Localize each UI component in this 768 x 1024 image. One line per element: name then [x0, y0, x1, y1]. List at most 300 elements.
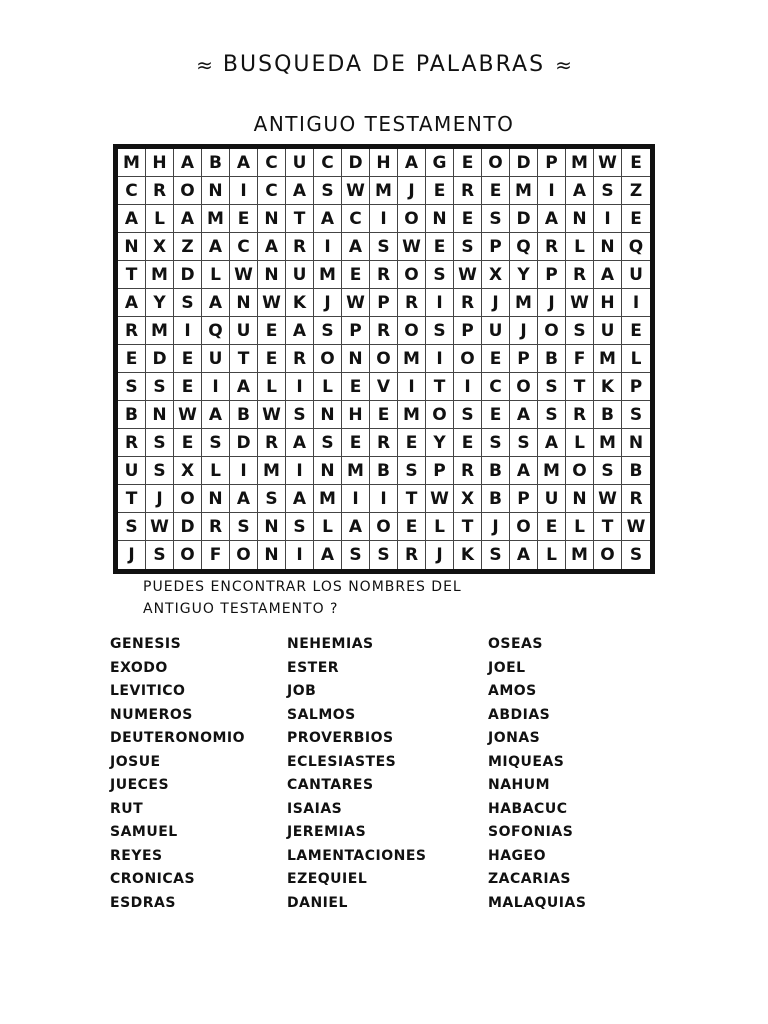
grid-cell: A [230, 485, 258, 513]
word-list-item: NAHUM [488, 777, 551, 793]
grid-cell: T [398, 485, 426, 513]
word-list-item: REYES [110, 847, 163, 864]
grid-cell: S [426, 261, 454, 289]
grid-cell: W [398, 233, 426, 261]
grid-cell: P [538, 149, 566, 177]
grid-cell: Y [146, 289, 174, 317]
grid-cell: E [174, 373, 202, 401]
grid-cell: S [314, 429, 342, 457]
grid-cell: B [482, 457, 510, 485]
grid-cell: Z [174, 233, 202, 261]
word-list-item: ESTER [287, 659, 340, 676]
grid-cell: W [258, 289, 286, 317]
grid-cell: P [482, 233, 510, 261]
grid-cell: E [398, 429, 426, 457]
grid-cell: E [538, 513, 566, 541]
grid-cell: K [454, 541, 482, 569]
word-list-item: NEHEMIAS [287, 636, 374, 652]
page-subtitle: ANTIGUO TESTAMENTO [253, 112, 515, 136]
grid-cell: N [258, 261, 286, 289]
grid-cell: X [454, 485, 482, 513]
grid-cell: E [454, 149, 482, 177]
grid-cell: E [454, 429, 482, 457]
grid-cell: W [174, 401, 202, 429]
grid-cell: A [202, 401, 230, 429]
grid-cell: B [230, 401, 258, 429]
grid-cell: A [510, 401, 538, 429]
grid-cell: J [146, 485, 174, 513]
grid-cell: C [118, 177, 146, 205]
grid-cell: E [174, 429, 202, 457]
grid-cell: I [370, 485, 398, 513]
grid-cell: C [258, 177, 286, 205]
grid-cell: E [482, 345, 510, 373]
grid-cell: R [538, 233, 566, 261]
grid-cell: I [230, 177, 258, 205]
grid-cell: R [370, 261, 398, 289]
grid-cell: I [286, 457, 314, 485]
grid-cell: W [454, 261, 482, 289]
grid-cell: T [454, 513, 482, 541]
grid-cell: W [146, 513, 174, 541]
grid-cell: S [370, 233, 398, 261]
grid-cell: A [230, 373, 258, 401]
grid-cell: R [286, 345, 314, 373]
grid-cell: T [230, 345, 258, 373]
grid-cell: M [202, 205, 230, 233]
grid-cell: J [482, 289, 510, 317]
grid-cell: R [118, 317, 146, 345]
word-list-item: LEVITICO [110, 683, 186, 699]
grid-cell: B [202, 149, 230, 177]
grid-cell: R [454, 177, 482, 205]
grid-cell: W [342, 177, 370, 205]
grid-cell: S [426, 317, 454, 345]
grid-cell: C [230, 233, 258, 261]
grid-cell: B [622, 457, 650, 485]
grid-cell: W [258, 401, 286, 429]
grid-cell: O [370, 513, 398, 541]
grid-cell: I [426, 345, 454, 373]
grid-cell: O [230, 541, 258, 569]
grid-cell: D [510, 149, 538, 177]
word-list-item: JOSUE [110, 753, 161, 770]
grid-cell: M [398, 345, 426, 373]
grid-cell: A [342, 233, 370, 261]
grid-cell: E [258, 345, 286, 373]
grid-cell: I [230, 457, 258, 485]
grid-cell: E [482, 401, 510, 429]
grid-cell: F [566, 345, 594, 373]
word-list-item: ZACARIAS [488, 871, 572, 887]
grid-cell: A [286, 429, 314, 457]
grid-cell: Q [202, 317, 230, 345]
grid-cell: U [118, 457, 146, 485]
grid-cell: N [118, 233, 146, 261]
grid-cell: I [174, 317, 202, 345]
grid-cell: T [426, 373, 454, 401]
grid-cell: S [174, 289, 202, 317]
grid-cell: U [594, 317, 622, 345]
grid-cell: H [146, 149, 174, 177]
grid-cell: I [594, 205, 622, 233]
grid-cell: J [426, 541, 454, 569]
grid-cell: I [370, 205, 398, 233]
word-list-item: RUT [110, 800, 144, 817]
grid-cell: T [118, 261, 146, 289]
grid-cell: R [454, 289, 482, 317]
word-list-item: NUMEROS [110, 706, 193, 723]
grid-cell: N [426, 205, 454, 233]
grid-cell: U [538, 485, 566, 513]
grid-cell: R [202, 513, 230, 541]
grid-cell: E [342, 261, 370, 289]
grid-cell: H [342, 401, 370, 429]
grid-cell: N [314, 457, 342, 485]
instructions [143, 576, 462, 620]
grid-cell: E [426, 177, 454, 205]
grid-cell: S [482, 429, 510, 457]
word-list-item: CRONICAS [110, 871, 196, 887]
grid-cell: S [342, 541, 370, 569]
grid-cell: U [622, 261, 650, 289]
grid-cell: S [314, 317, 342, 345]
grid-cell: E [622, 149, 650, 177]
grid-cell: A [286, 177, 314, 205]
grid-cell: O [398, 205, 426, 233]
grid-cell: S [258, 485, 286, 513]
grid-cell: B [594, 401, 622, 429]
word-list-item: JEREMIAS [287, 824, 367, 840]
grid-cell: S [510, 429, 538, 457]
word-list-item: JONAS [488, 730, 541, 746]
grid-cell: H [594, 289, 622, 317]
grid-cell: E [426, 233, 454, 261]
word-list-item: EXODO [110, 659, 168, 676]
page-title: BUSQUEDA DE PALABRAS [222, 52, 546, 77]
grid-cell: M [370, 177, 398, 205]
grid-cell: M [566, 541, 594, 569]
grid-cell: J [510, 317, 538, 345]
grid-cell: D [510, 205, 538, 233]
grid-cell: S [622, 401, 650, 429]
grid-cell: S [594, 177, 622, 205]
grid-cell: K [286, 289, 314, 317]
grid-cell: A [594, 261, 622, 289]
grid-cell: A [286, 485, 314, 513]
grid-cell: D [342, 149, 370, 177]
grid-cell: L [202, 261, 230, 289]
grid-cell: M [314, 261, 342, 289]
grid-cell: N [594, 233, 622, 261]
grid-cell: S [118, 513, 146, 541]
grid-cell: S [629, 545, 643, 565]
grid-cell: O [482, 149, 510, 177]
grid-cell: P [510, 345, 538, 373]
grid-cell: U [202, 345, 230, 373]
grid-cell: R [454, 457, 482, 485]
grid-cell: E [174, 345, 202, 373]
grid-cell: O [398, 261, 426, 289]
grid-cell: M [398, 401, 426, 429]
grid-cell: G [426, 149, 454, 177]
word-list-item: JUECES [110, 777, 170, 793]
grid-cell: L [202, 457, 230, 485]
grid-cell: O [370, 345, 398, 373]
grid-cell: A [398, 149, 426, 177]
grid-cell: M [510, 289, 538, 317]
ornament-left: ≈ [196, 52, 213, 77]
grid-cell: N [258, 513, 286, 541]
grid-cell: X [482, 261, 510, 289]
word-list-item: ABDIAS [488, 706, 551, 723]
grid-cell: T [566, 373, 594, 401]
grid-cell: M [538, 457, 566, 485]
grid-cell: I [342, 485, 370, 513]
grid-cell: S [118, 373, 146, 401]
grid-cell: S [202, 429, 230, 457]
grid-cell: E [482, 177, 510, 205]
grid-cell: P [342, 317, 370, 345]
title-row [0, 52, 768, 77]
grid-cell: W [230, 261, 258, 289]
grid-cell: F [202, 541, 230, 569]
grid-cell: D [230, 429, 258, 457]
grid-cell: V [370, 373, 398, 401]
word-list-item: DANIEL [287, 894, 348, 911]
grid-cell: E [398, 513, 426, 541]
word-list-item: SAMUEL [110, 824, 178, 840]
grid-cell: D [174, 261, 202, 289]
grid-cell: M [594, 345, 622, 373]
instructions-line-2: ANTIGUO TESTAMENTO ? [143, 601, 339, 617]
grid-cell: Y [426, 429, 454, 457]
grid-cell: N [230, 289, 258, 317]
grid-cell: O [174, 541, 202, 569]
word-list-item: MALAQUIAS [488, 894, 587, 911]
grid-cell: I [398, 373, 426, 401]
grid-cell: S [594, 457, 622, 485]
grid-cell: L [258, 373, 286, 401]
grid-cell: O [510, 373, 538, 401]
word-list-item: HAGEO [488, 847, 547, 864]
grid-cell: S [146, 429, 174, 457]
grid-cell: E [370, 401, 398, 429]
word-list-item: MIQUEAS [488, 753, 565, 770]
grid-cell: R [622, 485, 650, 513]
grid-cell: A [314, 541, 342, 569]
grid-cell: T [286, 205, 314, 233]
grid-cell: E [622, 205, 650, 233]
grid-cell: R [566, 401, 594, 429]
grid-cell: L [566, 233, 594, 261]
grid-cell: L [146, 205, 174, 233]
word-list-item: JOB [287, 683, 317, 699]
grid-cell: S [566, 317, 594, 345]
grid-cell: X [146, 233, 174, 261]
grid-cell: A [202, 233, 230, 261]
grid-cell: H [370, 149, 398, 177]
word-list-item: HABACUC [488, 800, 568, 817]
grid-cell: C [258, 149, 286, 177]
grid-cell: M [314, 485, 342, 513]
word-list-column-3 [488, 633, 586, 915]
grid-cell: C [314, 149, 342, 177]
grid-cell: L [314, 513, 342, 541]
grid-cell: S [370, 541, 398, 569]
grid-cell: M [146, 317, 174, 345]
grid-cell: B [118, 401, 146, 429]
grid-cell: M [258, 457, 286, 485]
grid-cell: U [286, 149, 314, 177]
word-list-item: OSEAS [488, 636, 543, 652]
grid-cell: J [398, 177, 426, 205]
grid-cell: L [426, 513, 454, 541]
grid-cell: O [566, 457, 594, 485]
grid-cell: P [622, 373, 650, 401]
grid-cell: W [594, 149, 622, 177]
grid-cell: R [398, 289, 426, 317]
grid-cell: U [286, 261, 314, 289]
grid-cell: W [594, 485, 622, 513]
grid-cell: M [594, 429, 622, 457]
grid-cell: A [118, 289, 146, 317]
grid-cell: J [482, 513, 510, 541]
grid-cell: S [286, 513, 314, 541]
grid-cell: N [342, 345, 370, 373]
grid-cell: M [566, 149, 594, 177]
grid-cell: S [398, 457, 426, 485]
grid-cell: R [258, 429, 286, 457]
grid-cell: N [566, 485, 594, 513]
grid-cell: A [314, 205, 342, 233]
grid-cell: X [174, 457, 202, 485]
grid-cell: I [314, 233, 342, 261]
word-list-column-1 [110, 633, 245, 915]
grid-cell: N [258, 205, 286, 233]
grid-cell: P [454, 317, 482, 345]
grid-cell: R [286, 233, 314, 261]
grid-cell: S [482, 541, 510, 569]
grid-cell: A [286, 317, 314, 345]
grid-cell: B [538, 345, 566, 373]
grid-cell: A [118, 205, 146, 233]
instructions-line-1: PUEDES ENCONTRAR LOS NOMBRES DEL [143, 579, 462, 595]
word-list-item: CANTARES [287, 777, 374, 793]
grid-cell: I [454, 373, 482, 401]
grid-cell: I [426, 289, 454, 317]
grid-cell: K [594, 373, 622, 401]
grid-cell: O [398, 317, 426, 345]
grid-cell: A [566, 177, 594, 205]
grid-cell: S [454, 401, 482, 429]
grid-cell: S [482, 205, 510, 233]
grid-cell: S [314, 177, 342, 205]
grid-cell: A [538, 429, 566, 457]
grid-cell: C [482, 373, 510, 401]
grid-cell: S [538, 401, 566, 429]
grid-cell: L [622, 345, 650, 373]
grid-cell: J [314, 289, 342, 317]
grid-cell: I [622, 289, 650, 317]
grid-cell: I [286, 373, 314, 401]
grid-cell: J [118, 541, 146, 569]
grid-cell: C [342, 205, 370, 233]
grid-cell: R [398, 541, 426, 569]
grid-cell: A [258, 233, 286, 261]
grid-cell: W [622, 513, 650, 541]
grid-cell: R [370, 429, 398, 457]
grid-cell: N [146, 401, 174, 429]
word-list-item: ECLESIASTES [287, 753, 397, 770]
grid-cell: S [146, 541, 174, 569]
grid-cell: E [258, 317, 286, 345]
word-list-item: SOFONIAS [488, 824, 574, 840]
grid-cell: M [146, 261, 174, 289]
grid-cell: I [538, 177, 566, 205]
word-list-item: JOEL [488, 659, 526, 676]
word-list-item: SALMOS [287, 706, 356, 723]
grid-cell: P [370, 289, 398, 317]
grid-cell: E [118, 345, 146, 373]
grid-cell: A [342, 513, 370, 541]
grid-cell: S [230, 513, 258, 541]
grid-cell: D [146, 345, 174, 373]
grid-cell: A [538, 205, 566, 233]
word-list-item: ISAIAS [287, 800, 343, 817]
grid-cell: W [342, 289, 370, 317]
grid-cell: E [342, 373, 370, 401]
grid-cell: N [202, 177, 230, 205]
grid-cell: E [622, 317, 650, 345]
grid-cell: N [202, 485, 230, 513]
word-list-item: DEUTERONOMIO [110, 730, 246, 746]
grid-cell: Q [622, 233, 650, 261]
grid-cell: Z [622, 177, 650, 205]
grid-cell: O [314, 345, 342, 373]
grid-cell: T [118, 485, 146, 513]
grid-cell: O [538, 317, 566, 345]
grid-cell: E [230, 205, 258, 233]
grid-cell: J [538, 289, 566, 317]
grid-cell: O [174, 177, 202, 205]
grid-cell: L [314, 373, 342, 401]
word-list-item: EZEQUIEL [287, 871, 368, 887]
grid-cell: R [566, 261, 594, 289]
grid-cell: O [174, 485, 202, 513]
grid-cell: E [342, 429, 370, 457]
grid-cell: N [566, 205, 594, 233]
grid-cell: U [482, 317, 510, 345]
grid-cell: O [510, 513, 538, 541]
grid-cell: A [174, 205, 202, 233]
grid-cell: U [230, 317, 258, 345]
word-list-item: AMOS [488, 683, 537, 699]
grid-cell: S [286, 401, 314, 429]
grid-cell: R [370, 317, 398, 345]
grid-cell: N [622, 429, 650, 457]
grid-cell: S [454, 233, 482, 261]
grid-cell: O [454, 345, 482, 373]
grid-cell: Q [510, 233, 538, 261]
grid-cell: L [566, 429, 594, 457]
word-list-item: PROVERBIOS [287, 730, 394, 746]
grid-cell: E [454, 205, 482, 233]
grid-cell: B [482, 485, 510, 513]
word-list-item: GENESIS [110, 636, 182, 652]
grid-cell: P [538, 261, 566, 289]
grid-cell: O [426, 401, 454, 429]
